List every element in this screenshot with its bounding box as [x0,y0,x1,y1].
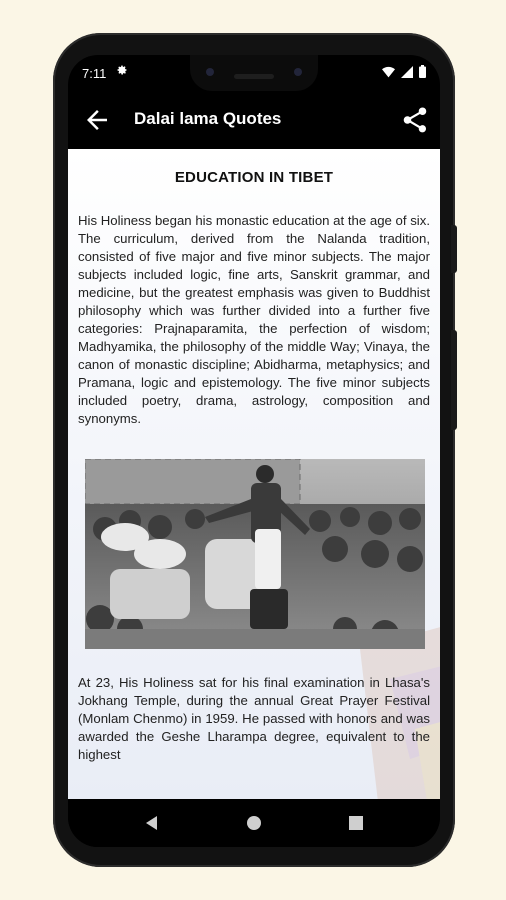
nav-recents-button[interactable] [344,811,368,835]
share-button[interactable] [400,105,430,135]
nav-back-button[interactable] [140,811,164,835]
back-button[interactable] [82,105,112,135]
arrow-back-icon [82,105,112,135]
paragraph-2: At 23, His Holiness sat for his final examination in Lhasa's Jokhang Temple, during the annual Great Prayer Festival (Monlam Chenmo) in 1959. He passed with honors and was awarded the Geshe Lharampa degree, equivalent to the highest [78,675,430,762]
volume-button [451,225,457,273]
share-icon [400,105,430,135]
app-title: Dalai lama Quotes [134,109,282,128]
sensor-icon [294,68,302,76]
app-bar [68,93,440,149]
gear-icon [116,64,128,79]
nav-home-button[interactable] [242,811,266,835]
battery-icon [419,65,426,81]
camera-notch [190,55,318,91]
article-content[interactable] [68,149,440,799]
speaker-grille [234,74,274,79]
historical-photo [85,459,425,649]
power-button [451,330,457,430]
wifi-icon [382,66,395,81]
navigation-bar [68,799,440,847]
signal-icon [401,66,413,81]
nav-home-icon [242,811,266,835]
phone-frame [53,33,455,867]
paragraph-1: His Holiness began his monastic education at the age of six. The curriculum, derived from the Nalanda tradition, consisted of five major and five minor subjects. The major subjects included logic, fine arts, Sanskrit grammar, and medicine, but the greatest emphasis was given to Buddhist philosophy which was further divided into a further five categories: Prajnaparamita, the perfection of wisdom; Madhyamika, the philosophy of the middle Way; Vinaya, the canon of monastic discipline; Abidharma, metaphysics; and Pramana, logic and epistemology. The five minor subjects included poetry, drama, astrology, composition and synonyms. [78,213,430,426]
nav-recents-icon [344,811,368,835]
nav-back-icon [140,811,164,835]
screen [68,55,440,847]
section-title: EDUCATION IN TIBET [174,169,334,186]
camera-icon [206,68,214,76]
status-time: 7:11 [82,66,107,81]
status-bar [68,55,440,93]
